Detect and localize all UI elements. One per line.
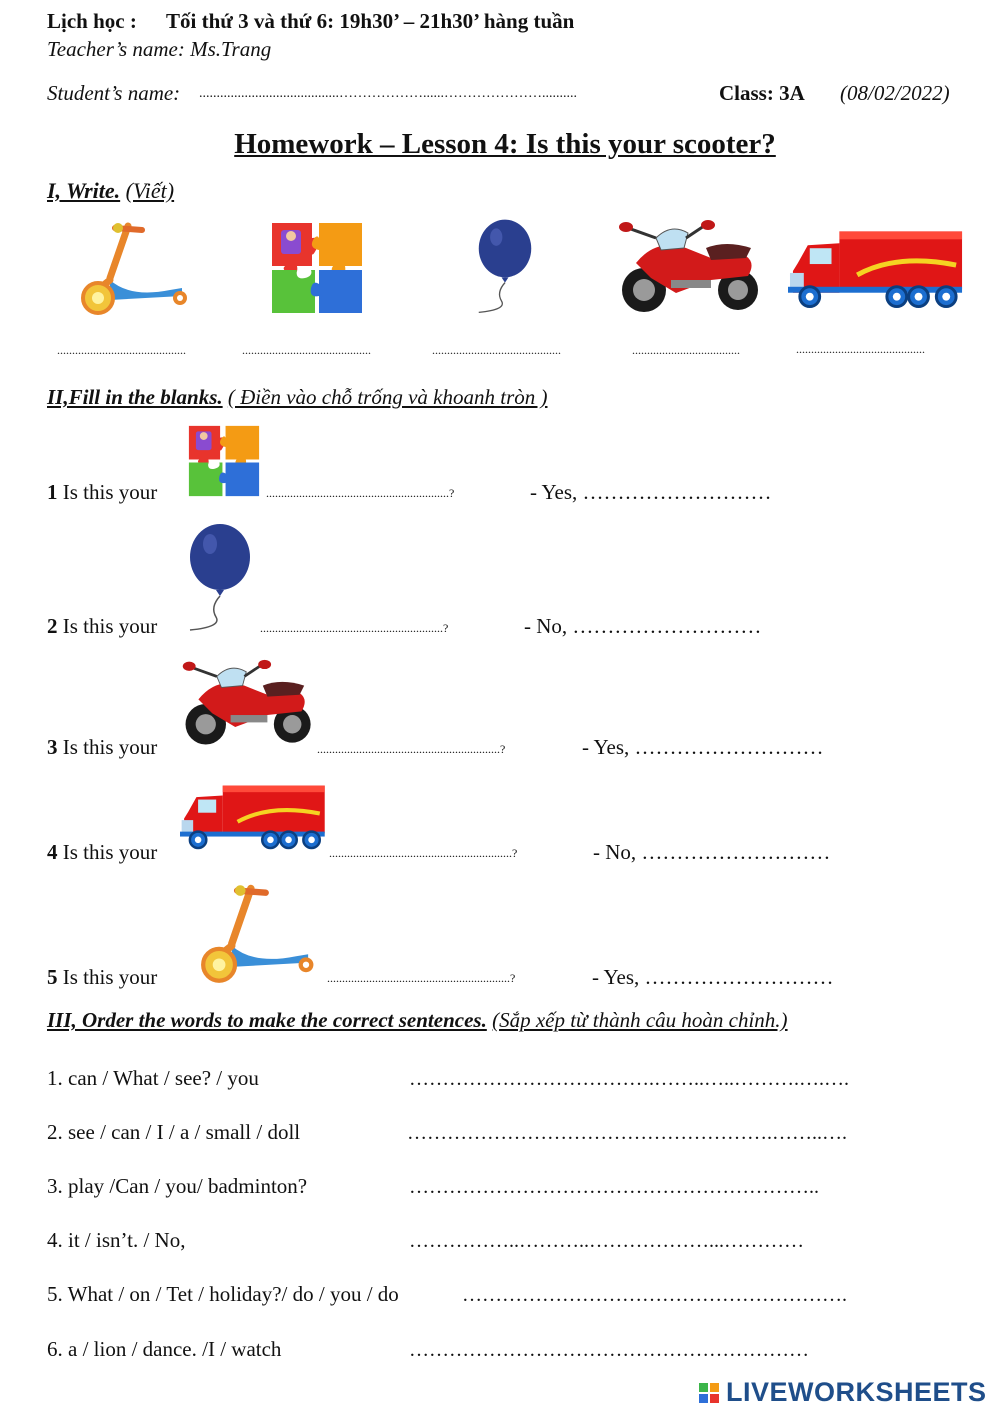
page-title: Homework – Lesson 4: Is this your scooter?: [234, 128, 776, 160]
q4-question: [47, 840, 157, 865]
order-line-2[interactable]: ……………………………………………….……..….: [407, 1122, 847, 1144]
q5-blank[interactable]: .............................................................?: [327, 971, 516, 985]
q5-text: Is this your: [62, 965, 158, 989]
section2-title: II,Fill in the blanks.: [47, 385, 223, 409]
write-blank-3[interactable]: ...........................................: [432, 343, 561, 357]
student-name-blank[interactable]: ........................................………………......…………………..........: [199, 86, 577, 101]
section2-heading: [47, 385, 548, 410]
write-blank-1[interactable]: ...........................................: [57, 343, 186, 357]
logo-mark-icon: [698, 1382, 722, 1404]
q4-blank[interactable]: .............................................................?: [329, 846, 518, 860]
q4-truck-image: [180, 778, 328, 854]
order-line-4[interactable]: ……………..………..………………...…………: [409, 1230, 804, 1252]
liveworksheets-logo: [698, 1377, 987, 1408]
q1-answer[interactable]: - Yes, ………………………: [530, 480, 772, 504]
q4-text: Is this your: [62, 840, 158, 864]
date: (08/02/2022): [840, 81, 950, 105]
q2-answer[interactable]: - No, ………………………: [524, 614, 762, 638]
q3-text: Is this your: [62, 735, 158, 759]
q1-question: [47, 480, 157, 505]
write-blank-2[interactable]: ...........................................: [242, 343, 371, 357]
order-line-1[interactable]: ……………………………….……..…..……….….….: [409, 1068, 849, 1090]
order-prompt-2: 2. see / can / I / a / small / doll: [47, 1120, 301, 1144]
scooter-image: [70, 218, 190, 318]
q1-number: 1: [47, 480, 58, 504]
student-name-label: Student’s name:: [47, 81, 181, 105]
order-line-3[interactable]: ……………………………………………………..: [409, 1176, 819, 1198]
write-blank-4[interactable]: ....................................: [632, 343, 740, 357]
q2-question: [47, 614, 157, 639]
order-prompt-1: 1. can / What / see? / you: [47, 1066, 259, 1090]
order-line-6[interactable]: ……………………………………………………: [409, 1339, 809, 1361]
motorbike-image: [616, 218, 766, 318]
q3-question: [47, 735, 157, 760]
section3-heading: [47, 1008, 788, 1033]
section3-title: III, Order the words to make the correct sentences.: [47, 1008, 487, 1032]
balloon-image: [470, 216, 540, 316]
q4-number: 4: [47, 840, 58, 864]
q2-text: Is this your: [62, 614, 158, 638]
q2-balloon-image: [180, 518, 260, 636]
schedule-label: Lịch học :: [47, 9, 137, 33]
truck-image: [788, 222, 966, 314]
class-label: Class: 3A: [719, 81, 805, 105]
q3-number: 3: [47, 735, 58, 759]
q4-answer[interactable]: - No, ………………………: [593, 840, 831, 864]
q5-scooter-image: [178, 880, 328, 986]
order-prompt-5: 5. What / on / Tet / holiday?/ do / you / do: [47, 1282, 399, 1306]
q1-blank[interactable]: .............................................................?: [266, 486, 455, 500]
q2-blank[interactable]: .............................................................?: [260, 621, 449, 635]
q5-number: 5: [47, 965, 58, 989]
write-blank-5[interactable]: ...........................................: [796, 342, 925, 356]
order-line-5[interactable]: ………………………………………………….: [462, 1284, 847, 1306]
order-prompt-3: 3. play /Can / you/ badminton?: [47, 1174, 308, 1198]
q3-motorbike-image: [180, 654, 318, 754]
q3-blank[interactable]: .............................................................?: [317, 742, 506, 756]
order-prompt-6: 6. a / lion / dance. /I / watch: [47, 1337, 282, 1361]
logo-text: LIVEWORKSHEETS: [726, 1377, 987, 1407]
section1-title: I, Write.: [47, 178, 121, 203]
section2-title-vi: ( Điền vào chỗ trống và khoanh tròn ): [227, 385, 548, 409]
teacher-name: Teacher’s name: Ms.Trang: [47, 37, 272, 61]
section1-heading: [47, 178, 174, 204]
section1-title-vi: (Viết): [125, 178, 175, 203]
schedule-value: Tối thứ 3 và thứ 6: 19h30’ – 21h30’ hàng tuần: [166, 9, 575, 33]
q2-number: 2: [47, 614, 58, 638]
order-prompt-4: 4. it / isn’t. / No,: [47, 1228, 186, 1252]
section3-title-vi: (Sắp xếp từ thành câu hoàn chỉnh.): [492, 1008, 788, 1032]
puzzle-image: [262, 218, 372, 318]
q1-text: Is this your: [62, 480, 158, 504]
q5-answer[interactable]: - Yes, ………………………: [592, 965, 834, 989]
q1-puzzle-image: [183, 422, 265, 500]
q3-answer[interactable]: - Yes, ………………………: [582, 735, 824, 759]
q5-question: [47, 965, 157, 990]
